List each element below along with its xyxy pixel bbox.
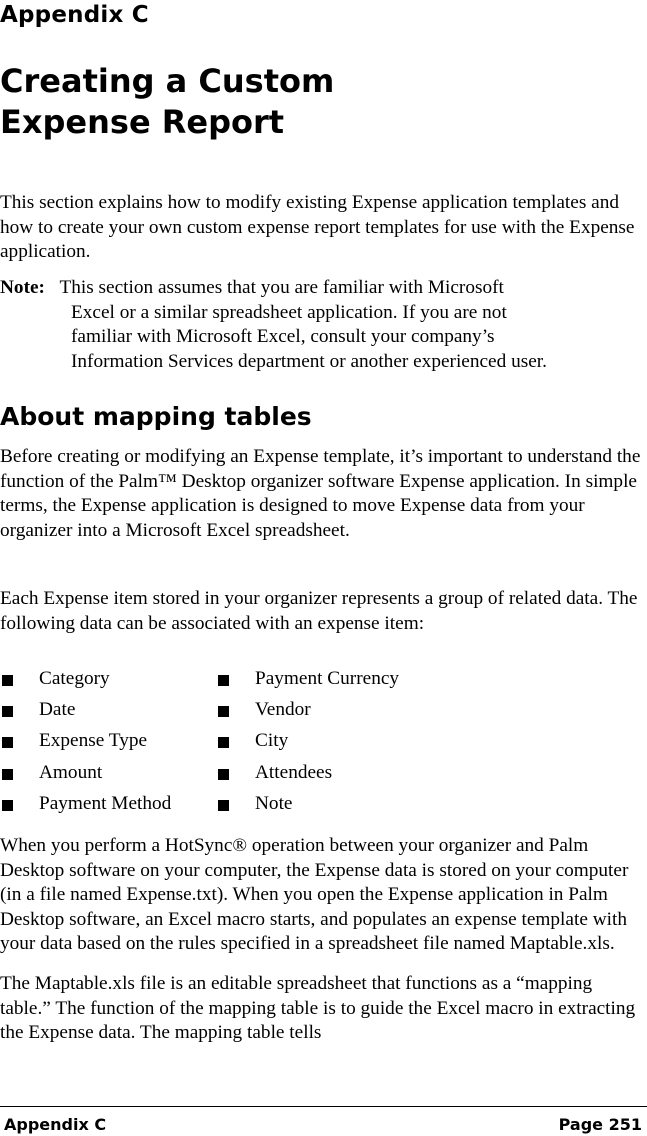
bullet-row: Date Vendor [0, 698, 645, 729]
note-label: Note: [0, 277, 45, 298]
bullet-square-icon [2, 800, 13, 811]
bullet-row: Expense Type City [0, 729, 645, 760]
bullet-square-icon [2, 675, 13, 686]
items-paragraph: Each Expense item stored in your organizer represents a group of related data. The following data can be associated with an expense item: [0, 588, 638, 634]
bullet-square-icon [2, 737, 13, 748]
maptable-paragraph: The Maptable.xls file is an editable spreadsheet that functions as a “mapping table.” The function of the mapping table is to guide the Excel macro in extracting the Expense data. The mapping table tells [0, 973, 636, 1043]
note-line: familiar with Microsoft Excel, consult your company’s [71, 326, 495, 347]
bullet-square-icon [2, 769, 13, 780]
intro-paragraph: This section explains how to modify existing Expense application templates and how to create your own custom expense report templates for use with the Expense application. [0, 192, 635, 262]
chapter-title-line1: Creating a Custom [0, 62, 335, 100]
note-line: Excel or a similar spreadsheet application. If you are not [71, 301, 507, 323]
chapter-title [0, 61, 334, 143]
footer-divider [0, 1106, 647, 1107]
bullet-square-icon [218, 675, 229, 686]
bullet-square-icon [218, 737, 229, 748]
chapter-title-line2: Expense Report [0, 103, 285, 141]
footer-appendix-label: Appendix C [4, 1115, 107, 1134]
note-block [0, 276, 645, 374]
page-number: Page 251 [558, 1115, 642, 1134]
bullet-row: Category Payment Currency [0, 667, 645, 698]
bullet-row: Payment Method Note [0, 792, 645, 823]
bullet-square-icon [2, 706, 13, 717]
note-line: This section assumes that you are familiar with Microsoft [59, 277, 504, 298]
mapping-paragraph: Before creating or modifying an Expense template, it’s important to understand the function of the Palm™ Desktop organizer software Expense application. In simple terms, the Expense application is designed to move Expense data from your organizer into a Microsoft Excel spreadsheet. [0, 446, 641, 541]
bullet-square-icon [218, 706, 229, 717]
bullet-list [0, 667, 645, 823]
appendix-label: Appendix C [0, 2, 149, 28]
section-heading: About mapping tables [0, 402, 312, 431]
bullet-square-icon [218, 800, 229, 811]
bullet-row: Amount Attendees [0, 761, 645, 792]
note-line: Information Services department or another experienced user. [71, 350, 547, 372]
bullet-square-icon [218, 769, 229, 780]
hotsync-paragraph: When you perform a HotSync® operation between your organizer and Palm Desktop software on your computer, the Expense data is stored on your computer (in a file named Expense.txt). When you open the Expense application in Palm Desktop software, an Excel macro starts, and populates an expense template with your data based on the rules specified in a spreadsheet file named Maptable.xls. [0, 835, 629, 954]
